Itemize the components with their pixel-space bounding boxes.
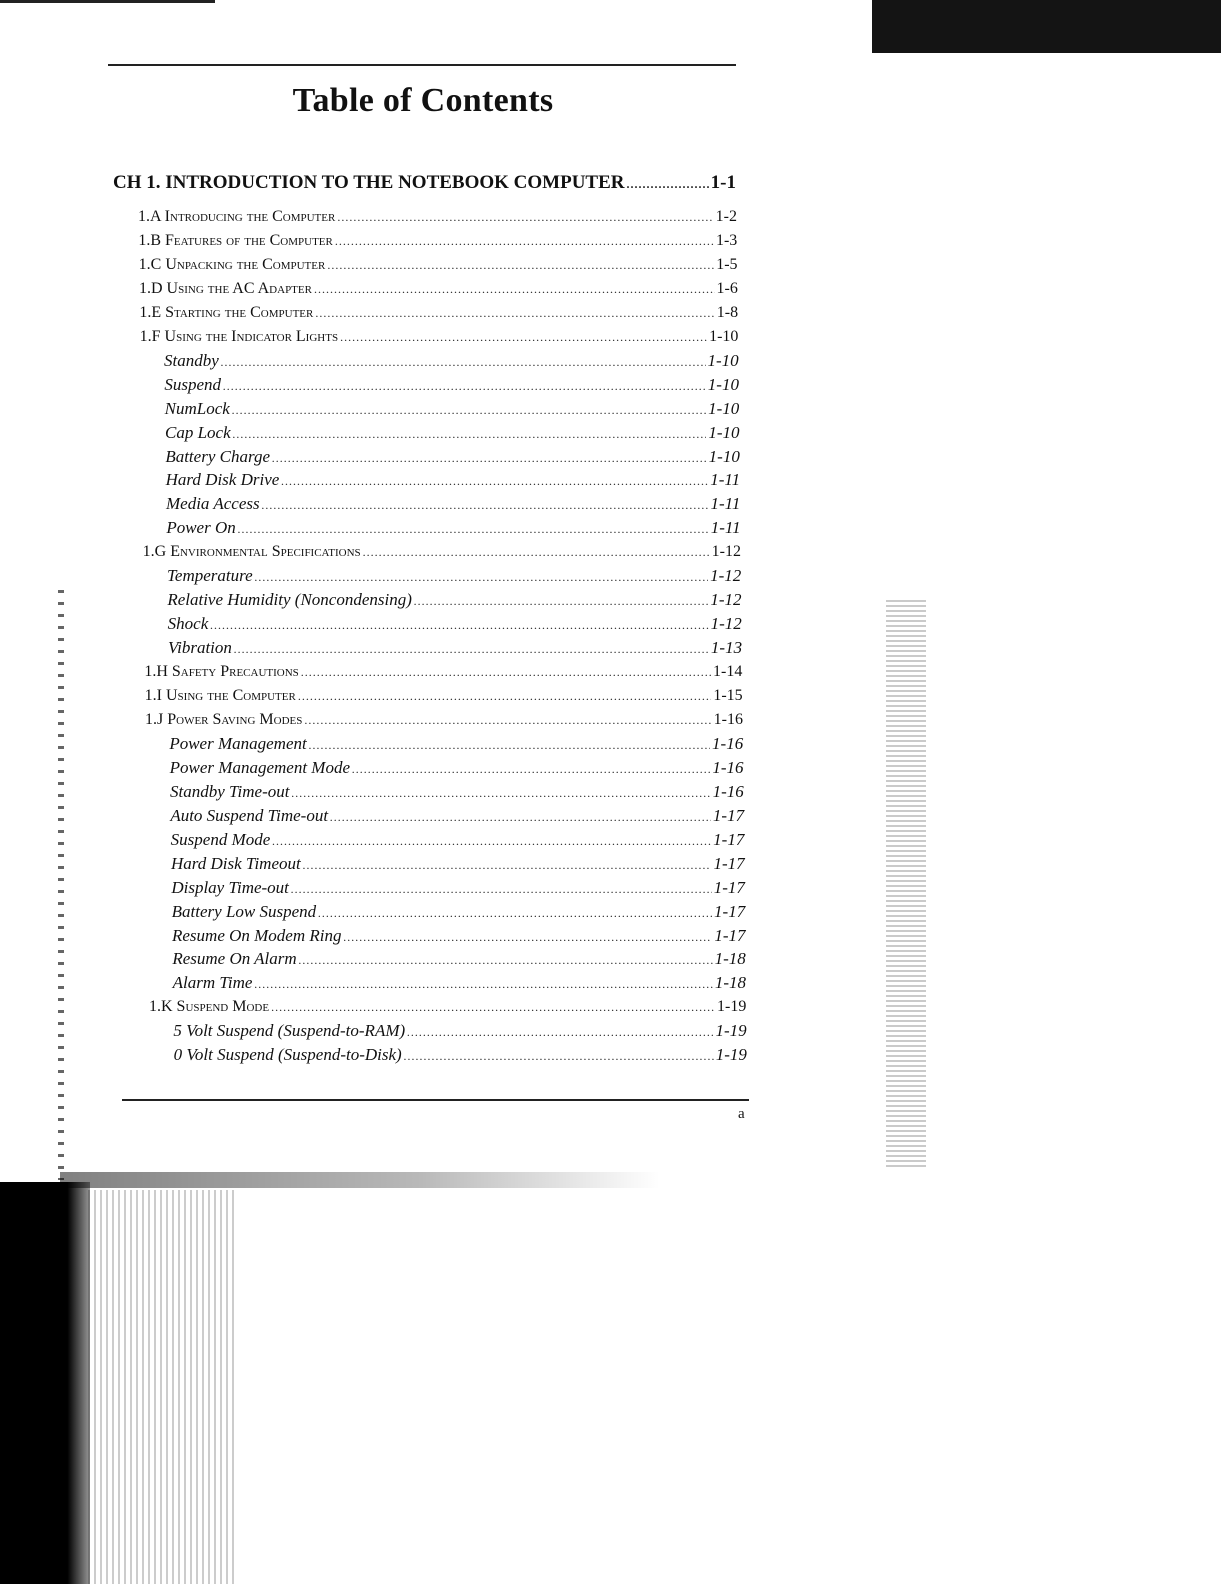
toc-entry-label: Suspend Mode	[170, 829, 271, 849]
leader-dots	[335, 230, 714, 252]
leader-dots	[255, 566, 708, 588]
toc-entry-label: Alarm Time	[172, 973, 253, 993]
toc-entry-page: 1-17	[713, 877, 745, 897]
toc-entry-label: 1.I Using the Computer	[144, 687, 296, 704]
toc-entry-page: 1-12	[710, 614, 742, 634]
toc-entry-page: 1-10	[708, 446, 740, 466]
toc-section-entry[interactable]	[139, 302, 738, 324]
toc-section-entry[interactable]	[139, 278, 738, 300]
page-number: a	[738, 1106, 745, 1122]
toc-entry-label: Resume On Alarm	[172, 949, 297, 969]
leader-dots	[301, 661, 711, 683]
toc-chapter-label: CH 1. INTRODUCTION TO THE NOTEBOOK COMPUTER	[113, 172, 625, 193]
toc-entry-label: Standby Time-out	[170, 781, 290, 801]
leader-dots	[221, 351, 706, 373]
leader-dots	[414, 590, 708, 612]
toc-entry-label: Resume On Modem Ring	[172, 925, 342, 945]
toc-subsection-entry[interactable]	[170, 805, 744, 827]
toc-entry-label: Vibration	[168, 638, 232, 658]
toc-entry-label: Relative Humidity (Noncondensing)	[167, 590, 412, 610]
leader-dots	[340, 326, 707, 348]
leader-dots	[404, 1045, 714, 1067]
toc-entry-label: Battery Charge	[165, 446, 270, 466]
bottom-rule	[122, 1099, 749, 1101]
toc-subsection-entry[interactable]	[165, 422, 740, 444]
leader-dots	[352, 758, 710, 780]
toc-chapter-page: 1-1	[710, 172, 736, 193]
toc-entry-label: 1.B Features of the Computer	[138, 231, 333, 249]
toc-entry-label: 0 Volt Suspend (Suspend-to-Disk)	[173, 1045, 402, 1065]
toc-entry-label: 1.D Using the AC Adapter	[139, 279, 312, 297]
toc-entry-page: 1-16	[713, 710, 743, 728]
toc-entry-page: 1-12	[711, 543, 741, 561]
toc-section-entry[interactable]	[139, 254, 738, 276]
leader-dots	[337, 206, 713, 228]
toc-subsection-entry[interactable]	[170, 781, 744, 803]
leader-dots	[327, 254, 714, 276]
leader-dots	[291, 878, 712, 900]
toc-entry-page: 1-10	[707, 350, 739, 370]
toc-subsection-entry[interactable]	[172, 925, 746, 947]
leader-dots	[272, 447, 707, 469]
leader-dots	[271, 996, 715, 1018]
toc-entry-page: 1-3	[715, 231, 738, 249]
toc-entry-page: 1-19	[715, 1021, 747, 1041]
toc-entry-page: 1-18	[714, 973, 747, 993]
toc-section-entry[interactable]	[145, 709, 743, 731]
leader-dots	[238, 518, 709, 540]
leader-dots	[232, 399, 706, 421]
toc-entry-page: 1-17	[712, 805, 745, 825]
toc-subsection-entry[interactable]	[170, 757, 744, 779]
toc-entry-label: 1.J Power Saving Modes	[145, 710, 303, 728]
toc-subsection-entry[interactable]	[165, 398, 740, 420]
toc-subsection-entry[interactable]	[171, 877, 745, 899]
toc-entry-label: 1.F Using the Indicator Lights	[139, 327, 339, 345]
toc-entry-page: 1-16	[712, 733, 744, 753]
leader-dots	[223, 375, 706, 397]
leader-dots	[315, 302, 714, 324]
toc-subsection-entry[interactable]	[171, 829, 745, 851]
leader-dots	[627, 173, 709, 195]
toc-entry-label: Shock	[167, 614, 209, 634]
leader-dots	[407, 1021, 713, 1043]
toc-subsection-entry[interactable]	[169, 733, 743, 755]
toc-entry-label: Cap Lock	[165, 422, 231, 442]
toc-entry-label: NumLock	[164, 398, 230, 418]
toc-subsection-entry[interactable]	[167, 589, 741, 611]
toc-entry-label: Power On	[166, 518, 236, 538]
toc-entry-label: Power Management	[169, 733, 307, 753]
toc-entry-page: 1-19	[717, 998, 747, 1016]
toc-section-entry[interactable]	[144, 661, 742, 683]
toc-subsection-entry[interactable]	[164, 350, 739, 372]
toc-entry-page: 1-16	[712, 757, 744, 777]
leader-dots	[309, 734, 710, 756]
toc-entry-page: 1-10	[707, 374, 739, 394]
toc-entry-label: 1.C Unpacking the Computer	[138, 255, 326, 273]
toc-entry-page: 1-11	[710, 494, 741, 514]
toc-entry-page: 1-16	[712, 781, 744, 801]
toc-entry-page: 1-17	[713, 829, 745, 849]
toc-entry-page: 1-18	[714, 949, 746, 969]
toc-subsection-entry[interactable]	[166, 493, 740, 515]
toc-entry-page: 1-19	[715, 1045, 747, 1065]
toc-entry-page: 1-6	[716, 279, 738, 297]
toc-subsection-entry[interactable]	[168, 637, 742, 659]
toc-subsection-entry[interactable]	[164, 374, 739, 396]
leader-dots	[254, 973, 712, 995]
toc-subsection-entry[interactable]	[165, 446, 740, 468]
toc-entry-page: 1-14	[713, 663, 743, 681]
leader-dots	[344, 926, 713, 948]
toc-subsection-entry[interactable]	[173, 1020, 746, 1042]
toc-entry-label: 1.A Introducing the Computer	[138, 208, 336, 225]
toc-entry-page: 1-17	[714, 925, 746, 945]
toc-section-entry[interactable]	[138, 206, 737, 228]
toc-section-entry[interactable]	[143, 541, 741, 563]
leader-dots	[304, 709, 711, 731]
toc-entry-page: 1-10	[708, 398, 740, 418]
toc-entry-page: 1-12	[710, 590, 742, 610]
toc-subsection-entry[interactable]	[173, 972, 746, 994]
toc-entry-page: 1-15	[713, 687, 743, 704]
toc-subsection-entry[interactable]	[172, 948, 745, 970]
toc-entry-label: Battery Low Suspend	[171, 901, 317, 921]
toc-entry-label: 1.H Safety Precautions	[144, 663, 299, 681]
leader-dots	[363, 541, 710, 563]
leader-dots	[272, 830, 711, 852]
toc-entry-page: 1-8	[716, 303, 739, 321]
toc-subsection-entry[interactable]	[171, 853, 745, 875]
toc-entry-page: 1-5	[716, 255, 738, 273]
leader-dots	[210, 614, 708, 636]
toc-entry-page: 1-12	[710, 566, 742, 586]
toc-subsection-entry[interactable]	[168, 613, 742, 635]
toc-entry-page: 1-11	[710, 518, 741, 538]
toc-section-entry[interactable]	[140, 326, 739, 348]
toc-entry-label: Hard Disk Timeout	[171, 853, 301, 873]
toc-subsection-entry[interactable]	[174, 1044, 747, 1066]
leader-dots	[291, 782, 710, 804]
toc-entry-label: 5 Volt Suspend (Suspend-to-RAM)	[173, 1021, 406, 1041]
toc-entry-page: 1-10	[709, 327, 739, 345]
toc-entry-label: 1.E Starting the Computer	[139, 303, 314, 321]
toc-entry-page: 1-17	[713, 853, 745, 873]
page-title: Table of Contents	[292, 82, 554, 119]
leader-dots	[303, 854, 712, 876]
toc-entry-label: 1.K Suspend Mode	[149, 998, 270, 1016]
toc-entry-page: 1-2	[715, 208, 737, 225]
toc-entry-label: Standby	[164, 350, 219, 370]
toc-entry-label: Power Management Mode	[169, 757, 350, 777]
toc-entry-label: Media Access	[166, 494, 260, 514]
toc-entry-label: Display Time-out	[171, 877, 289, 897]
toc-subsection-entry[interactable]	[166, 517, 740, 539]
toc-subsection-entry[interactable]	[167, 565, 741, 587]
toc-entry-label: Auto Suspend Time-out	[170, 805, 329, 825]
toc-section-entry[interactable]	[149, 996, 746, 1018]
toc-entry-label: 1.G Environmental Specifications	[142, 543, 361, 561]
toc-entry-page: 1-10	[708, 422, 740, 442]
leader-dots	[330, 806, 711, 828]
toc-chapter-entry[interactable]	[113, 172, 736, 194]
leader-dots	[233, 423, 707, 445]
leader-dots	[262, 494, 709, 516]
toc-section-entry[interactable]	[145, 685, 743, 707]
toc-subsection-entry[interactable]	[172, 901, 746, 923]
toc-entry-label: Temperature	[167, 566, 253, 586]
toc-entry-page: 1-11	[710, 470, 741, 490]
leader-dots	[281, 470, 708, 492]
leader-dots	[318, 902, 712, 924]
leader-dots	[314, 278, 715, 300]
toc-subsection-entry[interactable]	[166, 469, 740, 491]
leader-dots	[298, 685, 712, 707]
toc-entry-label: Hard Disk Drive	[165, 470, 280, 490]
toc-entry-page: 1-17	[714, 901, 746, 921]
toc-entry-page: 1-13	[710, 638, 743, 658]
leader-dots	[299, 949, 713, 971]
leader-dots	[234, 638, 709, 660]
toc-section-entry[interactable]	[138, 230, 737, 252]
toc-entry-label: Suspend	[164, 374, 221, 394]
